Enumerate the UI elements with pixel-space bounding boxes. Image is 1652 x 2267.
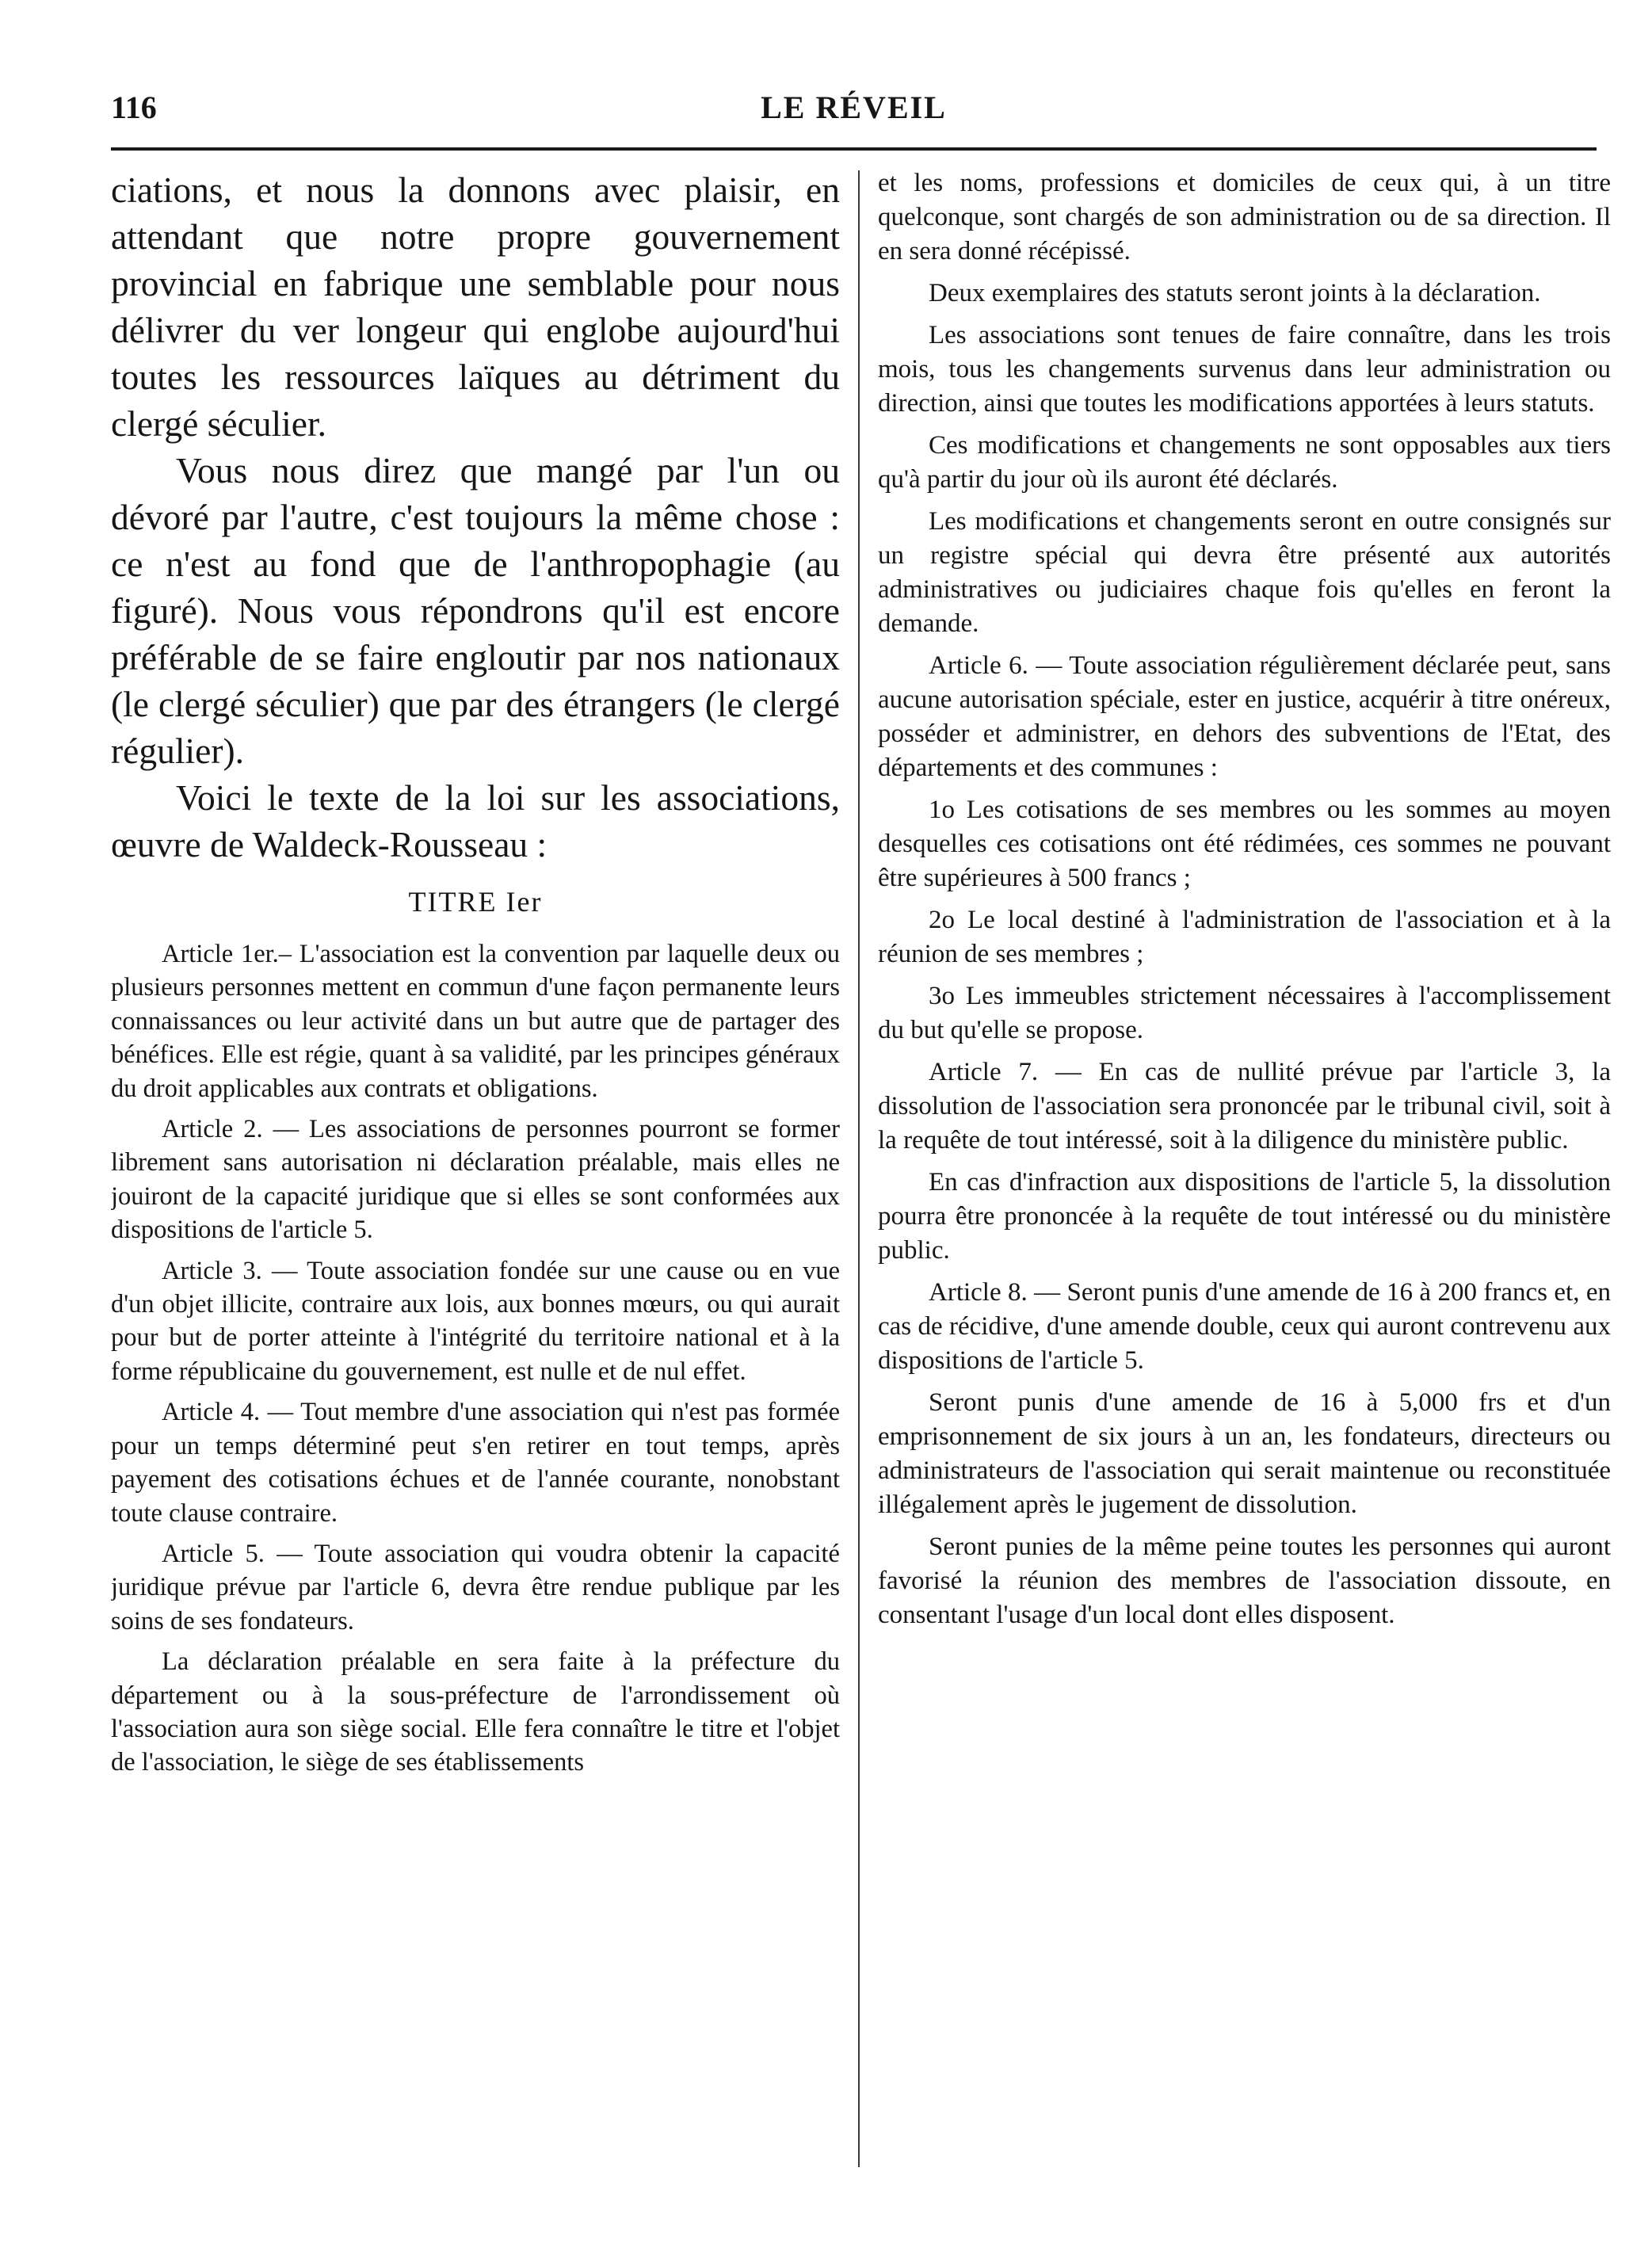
article-paragraph: 1o Les cotisations de ses membres ou les sommes au moyen desquelles ces cotisations ont été rédimées, ces sommes ne pouvant être supérieures à 500 francs ;	[878, 796, 1611, 892]
article-paragraph: Article 1er.– L'association est la convention par laquelle deux ou plusieurs personnes mettent en commun d'une façon permanente leurs connaissances ou leur activité dans un but autre que de partager des bénéfices. Elle est régie, quant à sa validité, par les principes généraux du droit applicables aux contrats et obligations.	[111, 940, 840, 1103]
article-paragraph: Article 8. — Seront punis d'une amende de 16 à 200 francs et, en cas de récidive, d'une amende double, ceux qui auront contrevenu aux dispositions de l'article 5.	[878, 1278, 1611, 1375]
article-paragraph: Les associations sont tenues de faire connaître, dans les trois mois, tous les changements survenus dans leur administration ou direction, ainsi que toutes les modifications apportées à leurs statuts.	[878, 321, 1611, 418]
intro-paragraph: Vous nous direz que mangé par l'un ou dévoré par l'autre, c'est toujours la même chose : ce n'est au fond que de l'anthropophagie (au figuré). Nous vous répondrons qu'il est encore préférable de se faire engloutir par nos nationaux (le clergé séculier) que par des étrangers (le clergé régulier).	[111, 450, 840, 771]
page-number: 116	[111, 90, 157, 125]
article-paragraph: Article 5. — Toute association qui voudra obtenir la capacité juridique prévue par l'article 6, devra être rendue publique par les soins de ses fondateurs.	[111, 1539, 840, 1635]
intro-paragraph: Voici le texte de la loi sur les associations, œuvre de Waldeck-Rousseau :	[111, 777, 840, 864]
article-paragraph: Article 2. — Les associations de personnes pourront se former librement sans autorisation ni déclaration préalable, mais elles ne jouiront de la capacité juridique que si elles se sont conformées aux dispositions de l'article 5.	[111, 1115, 840, 1245]
article-paragraph: Les modifications et changements seront en outre consignés sur un registre spécial qui devra être présenté aux autorités administratives ou judiciaires chaque fois qu'elles en feront la demande.	[878, 507, 1611, 638]
column-divider	[858, 170, 860, 2167]
header-rule	[111, 147, 1597, 151]
article-paragraph: 3o Les immeubles strictement nécessaires à l'accomplissement du but qu'elle se propose.	[878, 982, 1611, 1044]
right-column	[878, 166, 1611, 2163]
article-paragraph: Article 4. — Tout membre d'une association qui n'est pas formée pour un temps déterminé peut s'en retirer en tout temps, après payement des cotisations échues et de l'année courante, nonobstant toute clause contraire.	[111, 1398, 840, 1528]
article-paragraph: Article 7. — En cas de nullité prévue par l'article 3, la dissolution de l'association sera prononcée par le tribunal civil, soit à la requête de tout intéressé, soit à la diligence du ministère public.	[878, 1058, 1611, 1154]
intro-paragraph: ciations, et nous la donnons avec plaisir, en attendant que notre propre gouvernement provincial en fabrique une semblable pour nous délivrer du ver longeur qui englobe aujourd'hui toutes les ressources laïques au détriment du clergé séculier.	[111, 170, 840, 444]
article-paragraph: Deux exemplaires des statuts seront joints à la déclaration.	[929, 279, 1541, 307]
intro-text	[111, 166, 840, 868]
articles-text	[111, 937, 840, 1780]
article-paragraph: Seront punis d'une amende de 16 à 5,000 frs et d'un emprisonnement de six jours à un an, les fondateurs, directeurs ou administrateurs de l'association qui serait maintenue ou reconstituée illégalement après le jugement de dissolution.	[878, 1388, 1611, 1519]
journal-title: LE RÉVEIL	[761, 90, 947, 125]
article-paragraph: La déclaration préalable en sera faite à la préfecture du département ou à la sous-préfecture de l'arrondissement où l'association aura son siège social. Elle fera connaître le titre et l'objet de l'association, le siège de ses établissements	[111, 1647, 840, 1777]
left-column	[111, 166, 840, 2163]
titre-heading: TITRE Ier	[408, 886, 543, 918]
article-paragraph: et les noms, professions et domiciles de ceux qui, à un titre quelconque, sont chargés de son administration ou de sa direction. Il en sera donné récépissé.	[878, 169, 1611, 265]
article-paragraph: Article 3. — Toute association fondée sur une cause ou en vue d'un objet illicite, contraire aux lois, aux bonnes mœurs, ou qui aurait pour but de porter atteinte à l'intégrité du territoire national et à la forme républicaine du gouvernement, est nulle et de nul effet.	[111, 1256, 840, 1386]
article-paragraph: Ces modifications et changements ne sont opposables aux tiers qu'à partir du jour où ils auront été déclarés.	[878, 431, 1611, 494]
article-paragraph: En cas d'infraction aux dispositions de l'article 5, la dissolution pourra être prononcée à la requête de tout intéressé ou du ministère public.	[878, 1168, 1611, 1265]
article-paragraph: Seront punies de la même peine toutes les personnes qui auront favorisé la réunion des membres de l'association dissoute, en consentant l'usage d'un local dont elles disposent.	[878, 1532, 1611, 1629]
article-paragraph: 2o Le local destiné à l'administration de l'association et à la réunion de ses membres ;	[878, 906, 1611, 968]
page-header	[111, 89, 1597, 136]
article-paragraph: Article 6. — Toute association régulièrement déclarée peut, sans aucune autorisation spéciale, ester en justice, acquérir à titre onéreux, posséder et administrer, en dehors des subventions de l'Etat, des départements et des communes :	[878, 651, 1611, 782]
